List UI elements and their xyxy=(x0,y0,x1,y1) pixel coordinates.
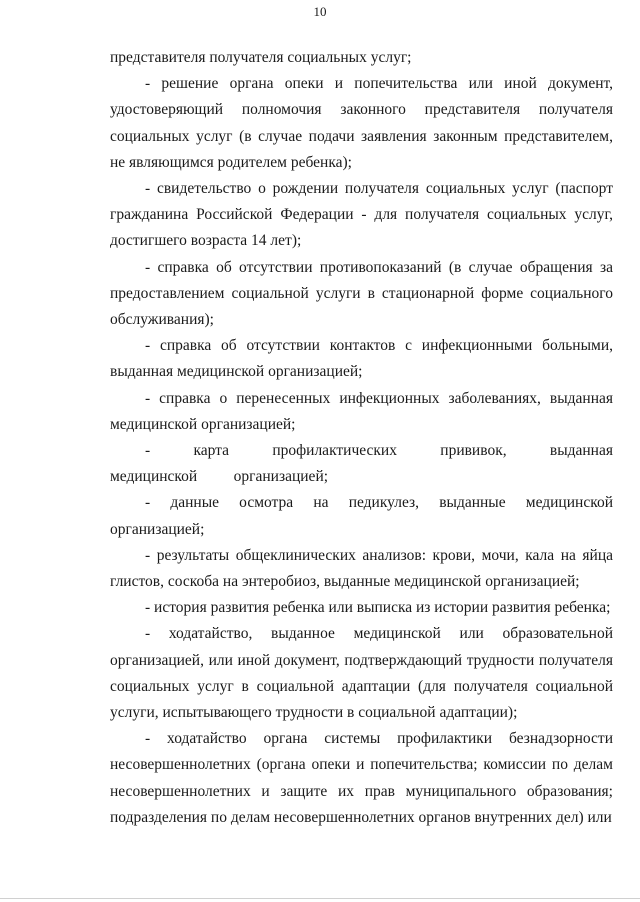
page-bottom-edge xyxy=(0,898,640,899)
paragraph-guardianship-decision: - решение органа опеки и попечительства или иной документ, удостоверяющий полномочия законного представителя получателя социальных услуг (в случае подачи заявления законным представителем, не являющимся родителем ребенка); xyxy=(110,75,613,171)
paragraph-no-contraindications: - справка об отсутствии противопоказаний (в случае обращения за предоставлением социальной услуги в стационарной форме социального обслуживания); xyxy=(110,258,613,329)
paragraph-no-infectious-contacts: - справка об отсутствии контактов с инфекционными больными, выданная медицинской организацией; xyxy=(110,337,613,381)
paragraph-clinical-tests: - результаты общеклинических анализов: крови, мочи, кала на яйца глистов, соскоба на энтеробиоз, выданные медицинской организацией; xyxy=(110,546,613,591)
paragraph-pediculosis-exam: - данные осмотра на педикулез, выданные медицинской организацией; xyxy=(110,494,613,538)
paragraph-vaccination-card: - карта профилактических прививок, выданная медицинской организацией; xyxy=(110,442,613,486)
paragraph-birth-certificate: - свидетельство о рождении получателя социальных услуг (паспорт гражданина Российской Федерации - для получателя социальных услуг, достигшего возраста 14 лет); xyxy=(110,180,613,250)
page-number: 10 xyxy=(313,4,327,19)
paragraph-past-infectious-diseases: - справка о перенесенных инфекционных заболеваниях, выданная медицинской организацией; xyxy=(110,389,613,433)
paragraph-development-history: - история развития ребенка или выписка из истории развития ребенка; xyxy=(145,599,611,617)
document-body xyxy=(110,45,613,831)
paragraph-representative-continuation: представителя получателя социальных услуг; xyxy=(110,49,412,66)
paragraph-prevention-system-petition: - ходатайство органа системы профилактики безнадзорности несовершеннолетних (органа опеки и попечительства; комиссии по делам несовершеннолетних и защите их прав муниципального образования; подразделения по делам несовершеннолетних органов внутренних дел) или xyxy=(110,730,613,826)
paragraph-institution-petition: - ходатайство, выданное медицинской или образовательной организацией, или иной документ, подтверждающий трудности получателя социальных услуг в социальной адаптации (для получателя социальной услуги, испытывающего трудности в социальной адаптации); xyxy=(110,625,613,722)
